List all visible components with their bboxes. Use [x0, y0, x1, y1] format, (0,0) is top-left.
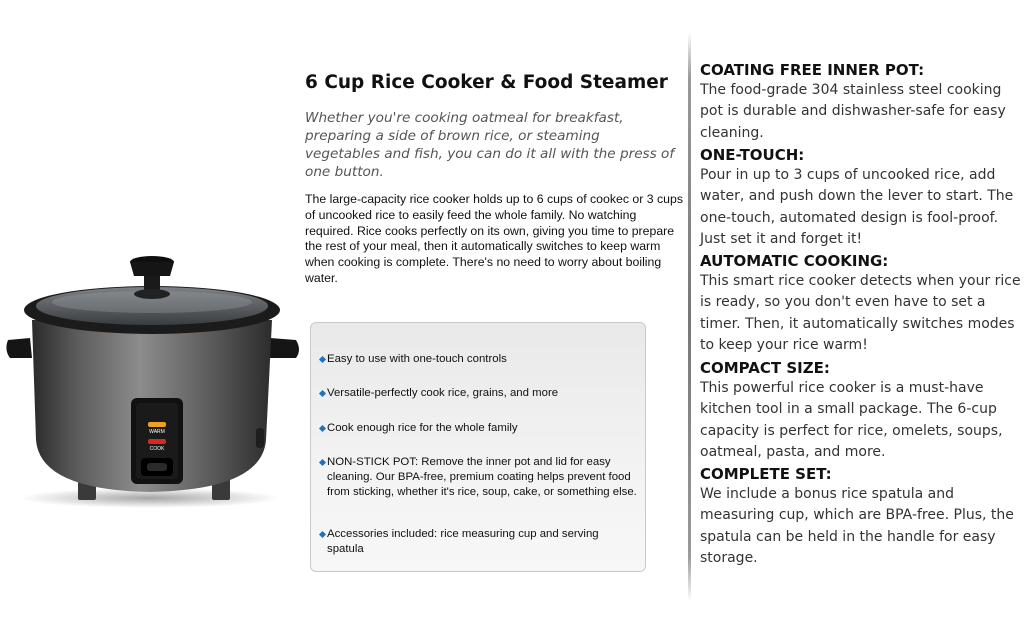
diamond-bullet-icon: [319, 425, 326, 432]
diamond-bullet-icon: [319, 459, 326, 466]
feature-text: Easy to use with one-touch controls: [327, 353, 507, 365]
warm-label: WARM: [149, 429, 165, 435]
section-heading-one-touch: ONE-TOUCH:: [700, 146, 805, 164]
feature-text: NON-STICK POT: Remove the inner pot and lid for easy cleaning. Our BPA-free, premium coating helps prevent food from sticking, whether it's rice, soup, cake, or something else.: [327, 456, 637, 498]
feature-item: [327, 386, 637, 401]
column-divider: [688, 32, 691, 602]
product-subtitle: Whether you're cooking oatmeal for breakfast, preparing a side of brown rice, or steaming vegetables and fish, you can do it all with the press of one button.: [305, 110, 675, 180]
feature-text: Accessories included: rice measuring cup and serving spatula: [327, 528, 599, 555]
section-heading-automatic: AUTOMATIC COOKING:: [700, 252, 889, 270]
section-body-automatic: This smart rice cooker detects when your rice is ready, so you don't even have to set a timer. Then, it automatically switches modes to keep your rice warm!: [700, 273, 1021, 353]
feature-text: Cook enough rice for the whole family: [327, 422, 518, 434]
section-body-one-touch: Pour in up to 3 cups of uncooked rice, add water, and push down the lever to start. The one-touch, automated design is fool-proof. Just set it and forget it!: [700, 167, 1014, 247]
section-body-complete-set: We include a bonus rice spatula and measuring cup, which are BPA-free. Plus, the spatula can be held in the handle for easy storage.: [700, 486, 1014, 566]
section-heading-compact: COMPACT SIZE:: [700, 359, 830, 377]
section-body-compact: This powerful rice cooker is a must-have kitchen tool in a small package. The 6-cup capacity is perfect for rice, omelets, soups, oatmeal, pasta, and more.: [700, 380, 1003, 460]
section-body-coating: The food-grade 304 stainless steel cooking pot is durable and dishwasher-safe for easy cleaning.: [700, 82, 1006, 141]
section-heading-complete-set: COMPLETE SET:: [700, 465, 832, 483]
diamond-bullet-icon: [319, 531, 326, 538]
feature-item: [327, 527, 637, 557]
feature-text: Versatile-perfectly cook rice, grains, and more: [327, 387, 559, 399]
feature-item: [327, 455, 637, 500]
feature-item: [327, 352, 637, 367]
feature-item: [327, 421, 637, 436]
product-description: The large-capacity rice cooker holds up to 6 cups of cookec or 3 cups of uncooked rice to easily feed the whole family. No watching required. Rice cooks perfectly on its own, giving you time to prepare the rest of your meal, then it automatically switches to keep warm when cooking is complete. There's no need to worry about boiling water.: [305, 192, 683, 285]
cook-label: COOK: [149, 446, 165, 452]
features-box: [310, 322, 646, 572]
diamond-bullet-icon: [319, 356, 326, 363]
product-title: 6 Cup Rice Cooker & Food Steamer: [305, 72, 668, 93]
section-heading-coating: COATING FREE INNER POT:: [700, 61, 925, 79]
diamond-bullet-icon: [319, 390, 326, 397]
rice-cooker-image: [0, 240, 310, 520]
